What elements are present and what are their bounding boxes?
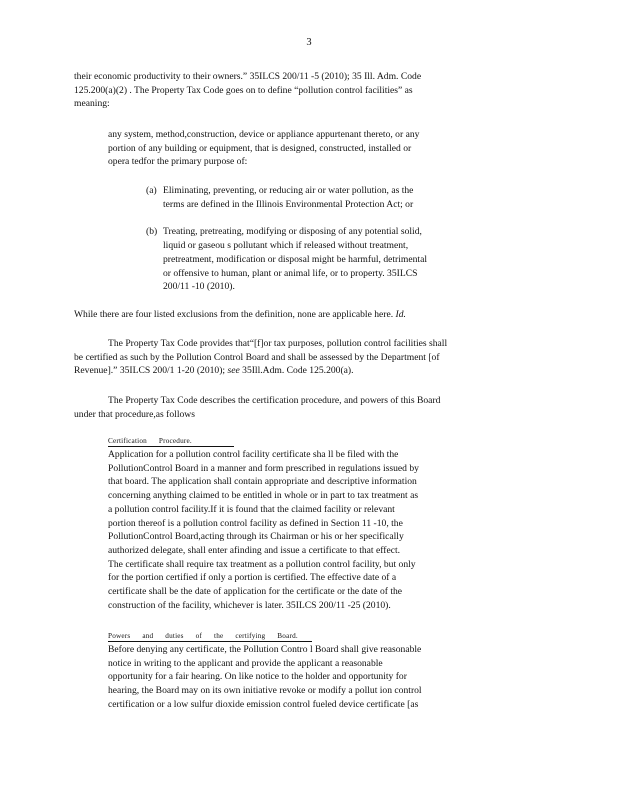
paragraph-procedure-intro bbox=[74, 394, 516, 421]
text-line: a pollution control facility.If it is found that the claimed facility or relevant bbox=[108, 503, 395, 515]
paragraph-intro bbox=[74, 70, 516, 111]
text-line: Treating, pretreating, modifying or disposing of any potential solid, bbox=[163, 226, 422, 238]
text-line: hearing, the Board may on its own initiative revoke or modify a pollut ion control bbox=[108, 685, 422, 697]
definition-list bbox=[146, 184, 484, 308]
list-item-a bbox=[146, 184, 484, 211]
text-line: concerning anything claimed to be entitled in whole or in part to tax treatment as bbox=[108, 490, 419, 502]
text-line: or offensive to human, plant or animal life, or to property. 35ILCS bbox=[163, 267, 418, 279]
block-quote-powers bbox=[108, 631, 500, 712]
text-line: PollutionControl Board in a manner and form prescribed in regulations issued by bbox=[108, 462, 419, 474]
text-line: Eliminating, preventing, or reducing air or water pollution, as the bbox=[163, 185, 414, 196]
block-quote-definition bbox=[108, 128, 498, 169]
text-line: any system, method,construction, device or appliance appurtenant thereto, or any bbox=[108, 129, 420, 140]
text-line: their economic productivity to their owners.” 35ILCS 200/11 -5 (2010); 35 Ill. Adm. Code bbox=[74, 71, 422, 82]
text-line: meaning: bbox=[74, 98, 110, 110]
block-quote-certification bbox=[108, 436, 500, 612]
text-line: certification or a low sulfur dioxide emission control fueled device certificate [as bbox=[108, 698, 419, 710]
text-line: terms are defined in the Illinois Environmental Protection Act; or bbox=[163, 198, 414, 210]
text-line: construction of the facility, whichever is later. 35ILCS 200/11 -25 (2010). bbox=[108, 599, 391, 611]
text-line: The Property Tax Code describes the certification procedure, and powers of this Board bbox=[108, 395, 441, 406]
citation-text: 35Ill.Adm. Code 125.200(a). bbox=[242, 365, 354, 377]
text-line: Application for a pollution control facility certificate sha ll be filed with the bbox=[108, 449, 399, 460]
text-line: pretreatment, modification or disposal might be harmful, detrimental bbox=[163, 253, 428, 265]
paragraph-exclusions bbox=[74, 308, 516, 322]
text-line: The certificate shall require tax treatment as a pollution control facility, but only bbox=[108, 558, 416, 570]
text-line: be certified as such by the Pollution Control Board and shall be assessed by the Department [of bbox=[74, 351, 440, 363]
text-line: Before denying any certificate, the Pollution Contro l Board shall give reasonable bbox=[108, 644, 422, 655]
text-line: under that procedure,as follows bbox=[74, 408, 195, 420]
text-line: portion thereof is a pollution control facility as defined in Section 11 -10, the bbox=[108, 517, 403, 529]
text-line: authorized delegate, shall enter afinding and issue a certificate to that effect. bbox=[108, 544, 401, 556]
text-line: liquid or gaseou s pollutant which if released without treatment, bbox=[163, 240, 409, 252]
text-line bbox=[74, 364, 520, 378]
paragraph-property-tax-code bbox=[74, 337, 520, 378]
citation-id: Id. bbox=[395, 309, 406, 320]
list-item-b bbox=[146, 225, 484, 294]
section-heading-certification: Certification Procedure. bbox=[108, 436, 234, 447]
text-line: that board. The application shall contain appropriate and descriptive information bbox=[108, 476, 417, 488]
text-line: The Property Tax Code provides that“[f]or tax purposes, pollution control facilities shall bbox=[108, 338, 448, 349]
section-heading-powers: Powers and duties of the certifying Board. bbox=[108, 631, 312, 642]
text-line: notice in writing to the applicant and provide the applicant a reasonable bbox=[108, 657, 383, 669]
text-line: PollutionControl Board,acting through its Chairman or his or her specifically bbox=[108, 531, 404, 543]
text-line: portion of any building or equipment, that is designed, constructed, installed or bbox=[108, 142, 412, 154]
text-line bbox=[74, 308, 516, 322]
page-number: 3 bbox=[306, 37, 312, 48]
citation-signal-see: see bbox=[227, 365, 240, 377]
text-line: certificate shall be the date of application for the certificate or the date of the bbox=[108, 586, 403, 598]
text-line: opera tedfor the primary purpose of: bbox=[108, 156, 248, 168]
list-marker: (a) bbox=[146, 185, 157, 196]
text-line: 125.200(a)(2) . The Property Tax Code goes on to define “pollution control facilities” as bbox=[74, 84, 413, 96]
list-marker: (b) bbox=[146, 226, 158, 238]
text-line: 200/11 -10 (2010). bbox=[163, 281, 235, 293]
citation-text: Revenue].” 35ILCS 200/1 1-20 (2010); bbox=[74, 365, 226, 377]
text-line: opportunity for a fair hearing. On like notice to the holder and opportunity for bbox=[108, 671, 407, 683]
text-line: for the portion certified if only a portion is certified. The effective date of a bbox=[108, 572, 397, 584]
exclusions-text: While there are four listed exclusions from the definition, none are applicable here. bbox=[74, 309, 394, 320]
